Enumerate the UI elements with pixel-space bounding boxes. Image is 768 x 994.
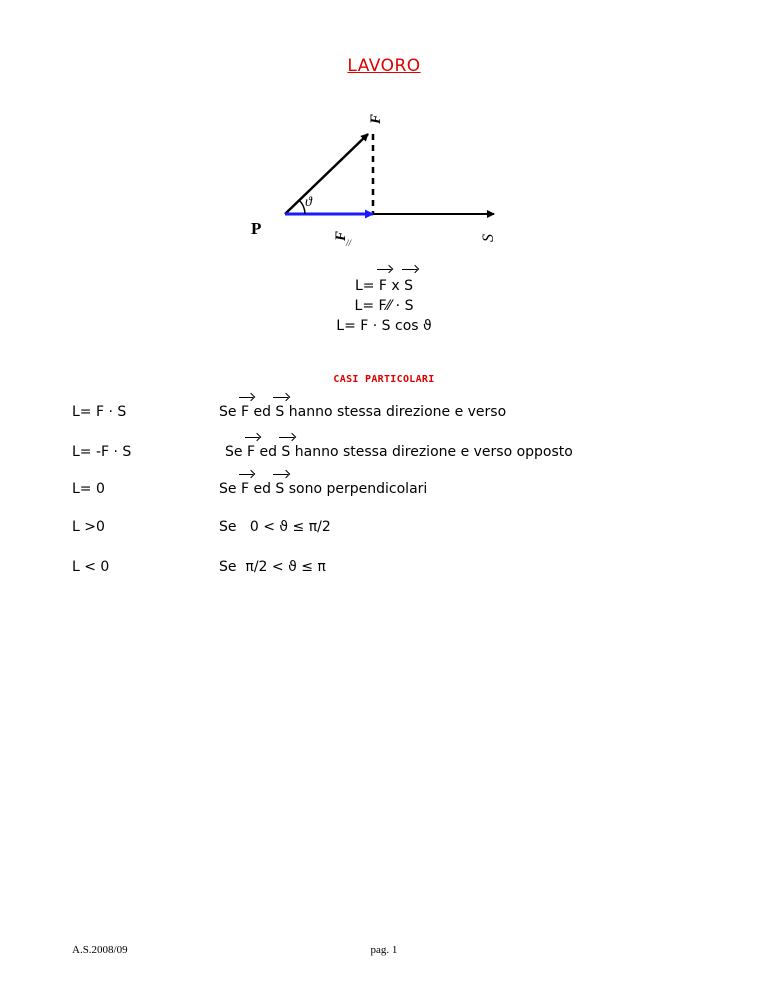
page-number: pag. 1 (370, 944, 398, 956)
formula-line-1: L= F x S (354, 278, 414, 294)
force-vector (285, 134, 368, 214)
svg-text:F: F (333, 230, 349, 241)
formula-line-3: L= F · S cos ϑ (336, 318, 432, 334)
case-condition: L= F · S (72, 404, 127, 420)
force-diagram (247, 94, 520, 262)
case-description: Se π/2 < ϑ ≤ π (219, 559, 326, 575)
case-condition: L= -F · S (72, 444, 132, 460)
case-row (0, 444, 768, 466)
case-description: Se F ed S sono perpendicolari (219, 481, 428, 497)
svg-text:F: F (368, 113, 384, 124)
formulas (0, 276, 768, 336)
case-row (0, 481, 768, 503)
page-title: LAVORO (347, 56, 421, 76)
section-subtitle: CASI PARTICOLARI (333, 374, 435, 385)
case-description: Se F ed S hanno stessa direzione e verso opposto (225, 444, 573, 460)
point-label: P (251, 219, 262, 238)
svg-text:S: S (480, 234, 497, 242)
case-row (0, 404, 768, 426)
svg-text://: // (346, 238, 352, 248)
angle-label: ϑ (305, 195, 312, 210)
case-row (0, 559, 768, 581)
case-condition: L >0 (72, 519, 105, 535)
footer-year: A.S.2008/09 (72, 944, 128, 956)
case-condition: L= 0 (72, 481, 105, 497)
force-label (368, 114, 384, 125)
case-condition: L < 0 (72, 559, 110, 575)
displacement-label (480, 234, 497, 242)
case-description: Se F ed S hanno stessa direzione e verso (219, 404, 507, 420)
formula-line-2: L= F⁄⁄ · S (354, 298, 414, 314)
force-parallel-label (333, 231, 353, 248)
case-description: Se 0 < ϑ ≤ π/2 (219, 519, 331, 535)
case-row (0, 519, 768, 541)
